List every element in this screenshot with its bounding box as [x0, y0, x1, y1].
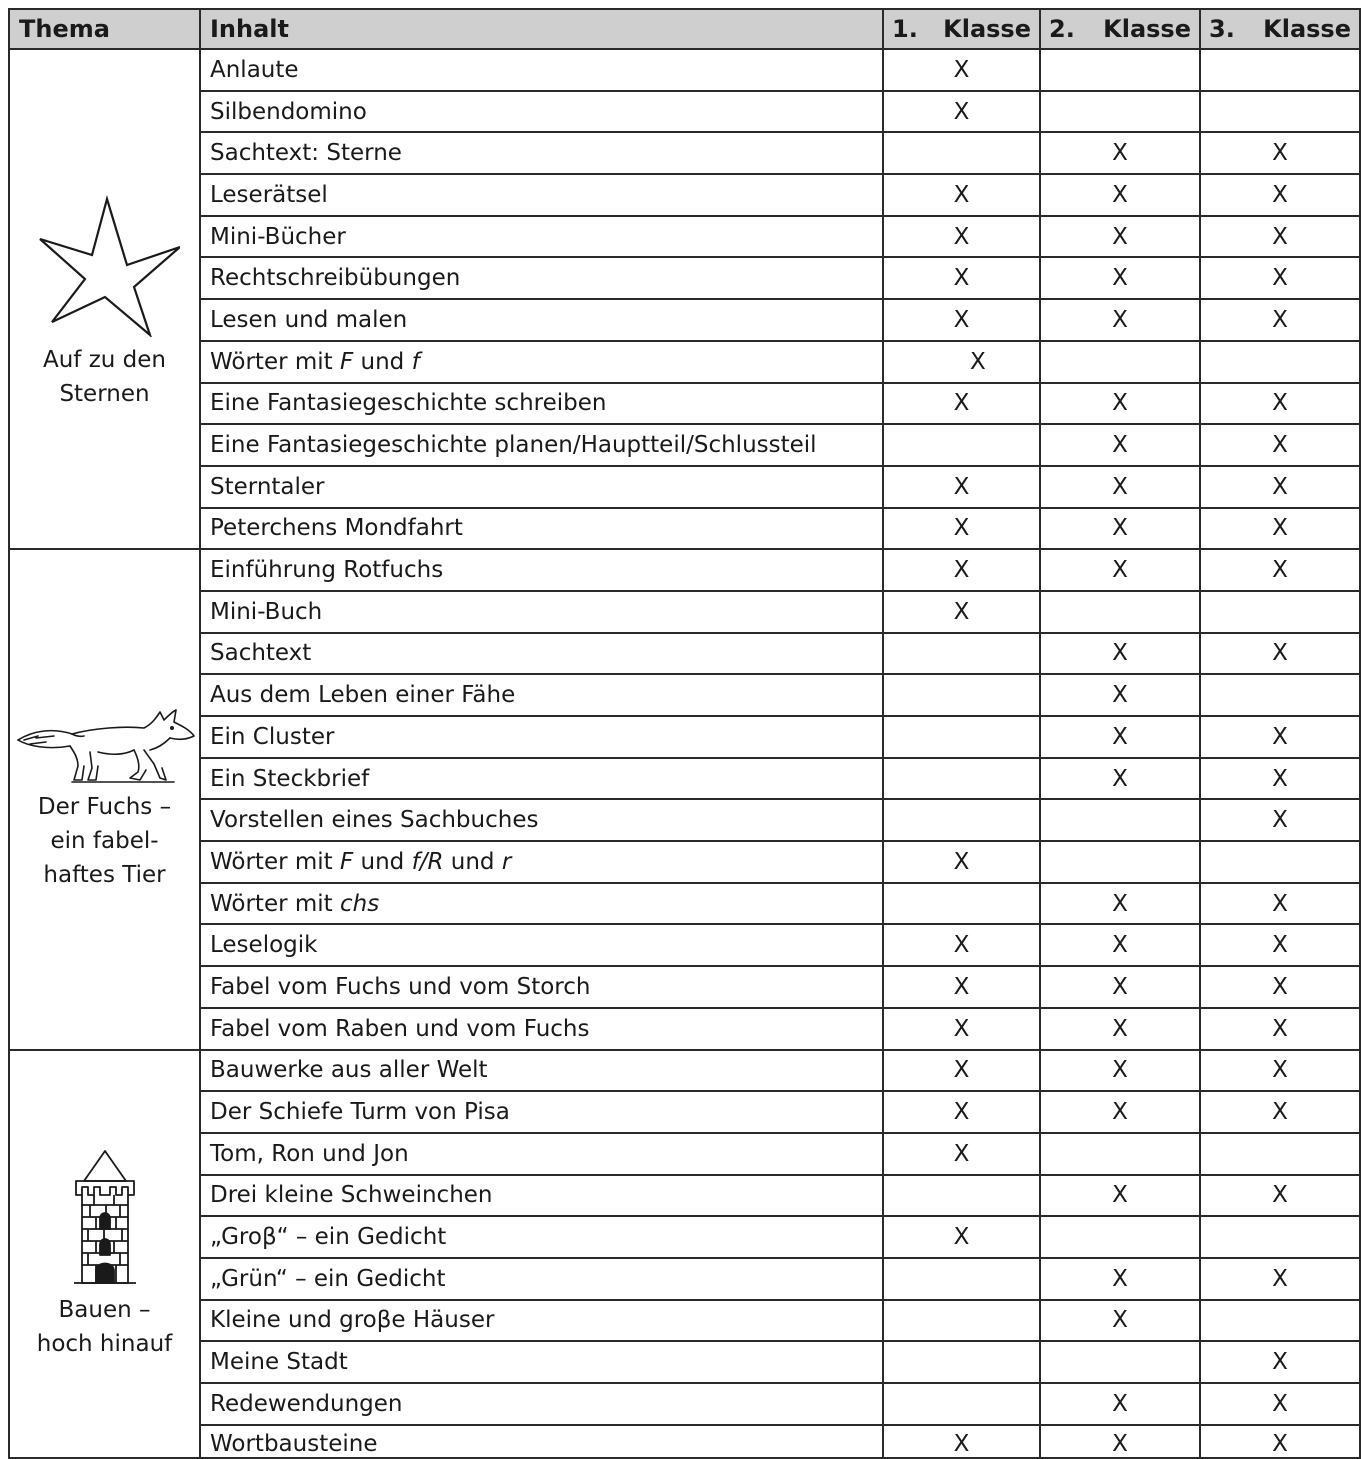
klasse-3-mark: X — [1200, 174, 1360, 216]
thema-label-line: haftes Tier — [43, 862, 166, 889]
klasse-2-mark: X — [1040, 633, 1200, 675]
klasse-2-mark — [1040, 1133, 1200, 1175]
inhalt-cell — [200, 841, 883, 883]
klasse-2-mark: X — [1040, 758, 1200, 800]
inhalt-cell: Bauwerke aus aller Welt — [200, 1050, 883, 1092]
inhalt-cell: Lesen und malen — [200, 299, 883, 341]
klasse-3-mark: X — [1200, 1341, 1360, 1383]
klasse-2-mark: X — [1040, 132, 1200, 174]
inhalt-cell: Ein Cluster — [200, 716, 883, 758]
klasse-2-mark: X — [1040, 383, 1200, 425]
klasse-2-mark — [1040, 1216, 1200, 1258]
klasse-3-mark — [1200, 1300, 1360, 1342]
klasse-3-mark: X — [1200, 966, 1360, 1008]
klasse-3-mark: X — [1200, 132, 1360, 174]
klasse-1-mark: X — [883, 1091, 1040, 1133]
klasse-1-mark: X — [883, 341, 1040, 383]
table-row — [9, 1300, 1360, 1342]
klasse-3-mark: X — [1200, 299, 1360, 341]
klasse-1-mark — [883, 883, 1040, 925]
klasse-1-mark: X — [883, 1050, 1040, 1092]
table-row — [9, 716, 1360, 758]
header-klasse-1-word: Klasse — [943, 15, 1031, 43]
klasse-2-mark: X — [1040, 424, 1200, 466]
klasse-2-mark: X — [1040, 174, 1200, 216]
klasse-1-mark — [883, 1383, 1040, 1425]
header-klasse-2-num: 2. — [1049, 15, 1075, 43]
table-row — [9, 299, 1360, 341]
table-row — [9, 1258, 1360, 1300]
klasse-2-mark: X — [1040, 1050, 1200, 1092]
klasse-3-mark — [1200, 1133, 1360, 1175]
thema-label-line: Der Fuchs – — [37, 794, 172, 821]
header-thema: Thema — [9, 9, 200, 49]
klasse-3-mark — [1200, 91, 1360, 133]
table-row — [9, 1008, 1360, 1050]
klasse-1-mark — [883, 1341, 1040, 1383]
klasse-3-mark: X — [1200, 799, 1360, 841]
klasse-3-mark: X — [1200, 424, 1360, 466]
table-row — [9, 1425, 1360, 1458]
inhalt-italic-text: chs — [339, 890, 380, 917]
table-row — [9, 508, 1360, 550]
table-row — [9, 883, 1360, 925]
klasse-1-mark — [883, 424, 1040, 466]
table-row — [9, 424, 1360, 466]
inhalt-cell: Einführung Rotfuchs — [200, 549, 883, 591]
klasse-1-mark: X — [883, 841, 1040, 883]
curriculum-table — [8, 8, 1361, 1459]
inhalt-cell: Peterchens Mondfahrt — [200, 508, 883, 550]
klasse-1-mark: X — [883, 91, 1040, 133]
inhalt-cell: Tom, Ron und Jon — [200, 1133, 883, 1175]
inhalt-cell: Eine Fantasiegeschichte planen/Hauptteil/Schlussteil — [200, 424, 883, 466]
table-row — [9, 174, 1360, 216]
klasse-2-mark: X — [1040, 257, 1200, 299]
klasse-3-mark — [1200, 591, 1360, 633]
inhalt-text: und — [353, 848, 412, 875]
klasse-2-mark: X — [1040, 674, 1200, 716]
klasse-2-mark: X — [1040, 1175, 1200, 1217]
klasse-3-mark: X — [1200, 1175, 1360, 1217]
klasse-3-mark: X — [1200, 883, 1360, 925]
klasse-1-mark: X — [883, 924, 1040, 966]
header-klasse-3-num: 3. — [1209, 15, 1235, 43]
inhalt-text: und — [353, 348, 412, 375]
inhalt-italic-text: f — [411, 348, 420, 375]
klasse-2-mark: X — [1040, 1300, 1200, 1342]
inhalt-cell: Sachtext — [200, 633, 883, 675]
klasse-3-mark: X — [1200, 549, 1360, 591]
header-klasse-3 — [1200, 9, 1360, 49]
tower-icon — [70, 1147, 140, 1287]
klasse-2-mark: X — [1040, 1383, 1200, 1425]
inhalt-text: Wörter mit — [210, 890, 340, 917]
table-row — [9, 1133, 1360, 1175]
inhalt-cell: Fabel vom Raben und vom Fuchs — [200, 1008, 883, 1050]
klasse-2-mark: X — [1040, 216, 1200, 258]
klasse-3-mark — [1200, 674, 1360, 716]
klasse-2-mark: X — [1040, 508, 1200, 550]
klasse-1-mark: X — [883, 1216, 1040, 1258]
klasse-2-mark — [1040, 341, 1200, 383]
inhalt-cell — [200, 341, 883, 383]
inhalt-cell: Leserätsel — [200, 174, 883, 216]
klasse-3-mark: X — [1200, 257, 1360, 299]
table-row — [9, 132, 1360, 174]
inhalt-italic-text: r — [501, 848, 512, 875]
klasse-3-mark — [1200, 1216, 1360, 1258]
thema-label-line: Bauen – — [58, 1296, 151, 1323]
inhalt-cell: Aus dem Leben einer Fähe — [200, 674, 883, 716]
klasse-1-mark: X — [883, 1008, 1040, 1050]
table-row — [9, 466, 1360, 508]
klasse-3-mark: X — [1200, 466, 1360, 508]
inhalt-italic-text: F — [339, 848, 354, 875]
klasse-3-mark: X — [1200, 716, 1360, 758]
inhalt-cell: Mini-Bücher — [200, 216, 883, 258]
klasse-1-mark — [883, 132, 1040, 174]
inhalt-italic-text: F — [339, 348, 354, 375]
klasse-1-mark: X — [883, 216, 1040, 258]
klasse-2-mark — [1040, 49, 1200, 91]
inhalt-cell: Leselogik — [200, 924, 883, 966]
klasse-1-mark: X — [883, 591, 1040, 633]
klasse-1-mark — [883, 1300, 1040, 1342]
klasse-2-mark: X — [1040, 1258, 1200, 1300]
inhalt-cell: Fabel vom Fuchs und vom Storch — [200, 966, 883, 1008]
inhalt-cell: Redewendungen — [200, 1383, 883, 1425]
klasse-3-mark — [1200, 49, 1360, 91]
table-row — [9, 1050, 1360, 1092]
klasse-3-mark — [1200, 341, 1360, 383]
thema-label-line: Auf zu den — [42, 347, 166, 374]
table-row — [9, 1341, 1360, 1383]
table-row — [9, 633, 1360, 675]
header-klasse-2 — [1040, 9, 1200, 49]
klasse-3-mark: X — [1200, 758, 1360, 800]
inhalt-cell: Ein Steckbrief — [200, 758, 883, 800]
klasse-2-mark: X — [1040, 1091, 1200, 1133]
thema-cell — [9, 49, 200, 549]
klasse-2-mark: X — [1040, 966, 1200, 1008]
klasse-2-mark: X — [1040, 1008, 1200, 1050]
klasse-2-mark — [1040, 591, 1200, 633]
table-row — [9, 799, 1360, 841]
table-row — [9, 1091, 1360, 1133]
klasse-2-mark: X — [1040, 299, 1200, 341]
klasse-1-mark: X — [883, 549, 1040, 591]
fox-icon — [14, 706, 196, 784]
table-row — [9, 1383, 1360, 1425]
klasse-3-mark: X — [1200, 1425, 1360, 1458]
klasse-3-mark: X — [1200, 1091, 1360, 1133]
klasse-3-mark: X — [1200, 216, 1360, 258]
klasse-3-mark: X — [1200, 1050, 1360, 1092]
inhalt-cell: Drei kleine Schweinchen — [200, 1175, 883, 1217]
klasse-1-mark: X — [883, 966, 1040, 1008]
klasse-1-mark: X — [883, 49, 1040, 91]
star-icon — [30, 187, 180, 337]
inhalt-cell: „Grün“ – ein Gedicht — [200, 1258, 883, 1300]
klasse-1-mark — [883, 799, 1040, 841]
header-row — [9, 9, 1360, 49]
klasse-1-mark — [883, 1175, 1040, 1217]
inhalt-italic-text: f/R — [411, 848, 444, 875]
klasse-1-mark — [883, 633, 1040, 675]
thema-cell — [9, 549, 200, 1049]
header-klasse-1 — [883, 9, 1040, 49]
thema-label-line: ein fabel- — [50, 828, 159, 855]
inhalt-text: Wörter mit — [210, 348, 340, 375]
header-klasse-3-word: Klasse — [1263, 15, 1351, 43]
klasse-3-mark: X — [1200, 1008, 1360, 1050]
thema-cell — [9, 1050, 200, 1458]
klasse-2-mark: X — [1040, 716, 1200, 758]
inhalt-cell — [200, 883, 883, 925]
klasse-2-mark — [1040, 1341, 1200, 1383]
klasse-2-mark: X — [1040, 924, 1200, 966]
inhalt-cell: Der Schiefe Turm von Pisa — [200, 1091, 883, 1133]
klasse-2-mark: X — [1040, 1425, 1200, 1458]
klasse-3-mark: X — [1200, 633, 1360, 675]
table-row — [9, 49, 1360, 91]
klasse-2-mark — [1040, 91, 1200, 133]
inhalt-cell: Sterntaler — [200, 466, 883, 508]
klasse-2-mark: X — [1040, 466, 1200, 508]
inhalt-cell: Kleine und groβe Häuser — [200, 1300, 883, 1342]
inhalt-cell: Anlaute — [200, 49, 883, 91]
klasse-3-mark: X — [1200, 924, 1360, 966]
table-row — [9, 1216, 1360, 1258]
table-row — [9, 549, 1360, 591]
table-row — [9, 257, 1360, 299]
inhalt-text: und — [443, 848, 502, 875]
klasse-3-mark: X — [1200, 1383, 1360, 1425]
header-inhalt: Inhalt — [200, 9, 883, 49]
inhalt-cell: Vorstellen eines Sachbuches — [200, 799, 883, 841]
klasse-1-mark — [883, 674, 1040, 716]
table-row — [9, 383, 1360, 425]
klasse-1-mark — [883, 758, 1040, 800]
klasse-1-mark: X — [883, 1133, 1040, 1175]
inhalt-cell: Meine Stadt — [200, 1341, 883, 1383]
inhalt-cell: Silbendomino — [200, 91, 883, 133]
header-klasse-1-num: 1. — [892, 15, 918, 43]
klasse-1-mark: X — [883, 383, 1040, 425]
klasse-3-mark: X — [1200, 508, 1360, 550]
klasse-1-mark: X — [883, 1425, 1040, 1458]
klasse-2-mark: X — [1040, 883, 1200, 925]
inhalt-cell: Mini-Buch — [200, 591, 883, 633]
klasse-1-mark: X — [883, 466, 1040, 508]
table-row — [9, 341, 1360, 383]
klasse-1-mark: X — [883, 508, 1040, 550]
table-row — [9, 841, 1360, 883]
table-row — [9, 966, 1360, 1008]
klasse-2-mark — [1040, 841, 1200, 883]
table-row — [9, 674, 1360, 716]
table-row — [9, 924, 1360, 966]
klasse-3-mark: X — [1200, 383, 1360, 425]
inhalt-cell: Sachtext: Sterne — [200, 132, 883, 174]
klasse-3-mark — [1200, 841, 1360, 883]
klasse-1-mark: X — [883, 299, 1040, 341]
thema-label-line: hoch hinauf — [36, 1330, 173, 1357]
klasse-1-mark: X — [883, 257, 1040, 299]
klasse-1-mark: X — [883, 174, 1040, 216]
table-row — [9, 216, 1360, 258]
klasse-1-mark — [883, 716, 1040, 758]
table-row — [9, 591, 1360, 633]
inhalt-text: Wörter mit — [210, 848, 340, 875]
thema-label-line: Sternen — [59, 381, 150, 408]
klasse-1-mark — [883, 1258, 1040, 1300]
klasse-3-mark: X — [1200, 1258, 1360, 1300]
inhalt-cell: Wortbausteine — [200, 1425, 883, 1458]
table-row — [9, 91, 1360, 133]
table-row — [9, 758, 1360, 800]
inhalt-cell: „Groβ“ – ein Gedicht — [200, 1216, 883, 1258]
klasse-2-mark — [1040, 799, 1200, 841]
inhalt-cell: Eine Fantasiegeschichte schreiben — [200, 383, 883, 425]
header-klasse-2-word: Klasse — [1103, 15, 1191, 43]
klasse-2-mark: X — [1040, 549, 1200, 591]
table-row — [9, 1175, 1360, 1217]
inhalt-cell: Rechtschreibübungen — [200, 257, 883, 299]
